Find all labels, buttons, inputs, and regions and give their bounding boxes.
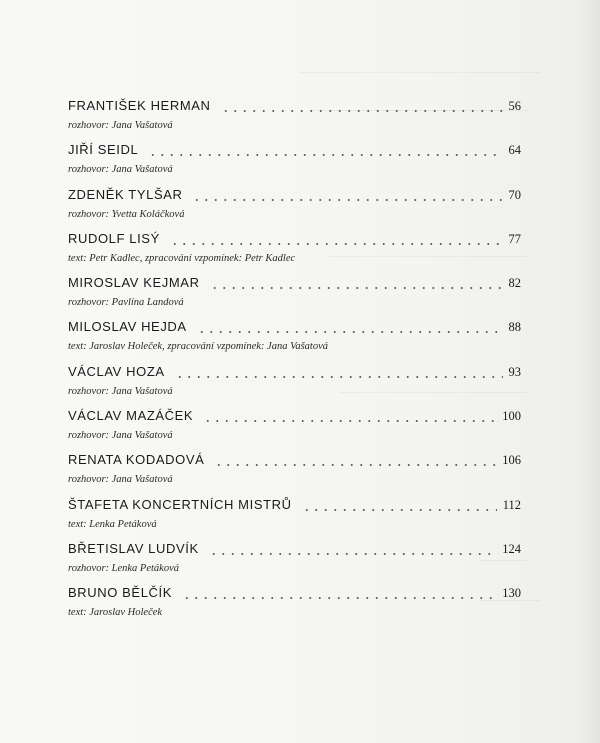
- entry-credit: rozhovor: Jana Vašatová: [68, 385, 173, 397]
- toc-entry: [68, 319, 521, 363]
- page-number: 64: [508, 143, 521, 158]
- page-number: 77: [508, 231, 521, 246]
- entry-credit: rozhovor: Pavlína Landová: [68, 297, 184, 309]
- entry-title: ZDENĚK TYLŠAR: [68, 186, 183, 202]
- dot-leader: [210, 283, 503, 293]
- toc-entry: [68, 541, 521, 585]
- entry-credit: rozhovor: Jana Vašatová: [68, 430, 173, 442]
- page-number: 106: [502, 453, 521, 468]
- dot-leader: [175, 372, 503, 382]
- dot-leader: [192, 195, 502, 205]
- toc-entry: [68, 364, 521, 408]
- entry-title: VÁCLAV MAZÁČEK: [68, 408, 194, 424]
- page-number: 82: [508, 276, 521, 291]
- dot-leader: [302, 505, 497, 515]
- entry-title: MIROSLAV KEJMAR: [68, 275, 200, 291]
- entry-title: VÁCLAV HOZA: [68, 363, 165, 379]
- toc-entry: [68, 452, 521, 496]
- entry-title: FRANTIŠEK HERMAN: [68, 98, 211, 113]
- dot-leader: [197, 327, 503, 337]
- entry-credit: rozhovor: Jana Vašatová: [68, 474, 173, 486]
- entry-credit: text: Jaroslav Holeček, zpracování vzpomínek: Jana Vašatová: [68, 341, 328, 353]
- toc-entry: [68, 142, 521, 186]
- toc-entry: [68, 275, 521, 319]
- dot-leader: [209, 549, 497, 559]
- entry-title: ŠTAFETA KONCERTNÍCH MISTRŮ: [68, 496, 292, 512]
- bleed-through-line: [300, 72, 540, 73]
- page-number: 100: [502, 409, 521, 424]
- toc-entry: [68, 408, 521, 452]
- entry-title: RUDOLF LISÝ: [68, 230, 160, 246]
- dot-leader: [221, 106, 503, 116]
- page-number: 112: [502, 497, 521, 512]
- entry-credit: rozhovor: Jana Vašatová: [68, 120, 173, 131]
- toc-entry: [68, 98, 521, 142]
- page-number: 56: [508, 99, 521, 113]
- page-number: 93: [508, 364, 521, 379]
- entry-credit: text: Jaroslav Holeček: [68, 607, 163, 619]
- entry-title: BRUNO BĚLČÍK: [68, 585, 173, 601]
- entry-credit: text: Petr Kadlec, zpracování vzpomínek: Petr Kadlec: [68, 252, 296, 264]
- page-number: 70: [508, 187, 521, 202]
- toc-entry: [68, 231, 521, 275]
- page-number: 130: [502, 586, 521, 601]
- dot-leader: [148, 150, 502, 160]
- toc-entry: [68, 187, 521, 231]
- entry-title: BŘETISLAV LUDVÍK: [68, 540, 199, 556]
- toc-entry: [68, 497, 521, 541]
- dot-leader: [214, 460, 496, 470]
- entry-title: JIŘÍ SEIDL: [68, 142, 139, 158]
- dot-leader: [170, 239, 503, 249]
- entry-title: MILOSLAV HEJDA: [68, 319, 187, 335]
- entry-credit: rozhovor: Yvetta Koláčková: [68, 208, 185, 220]
- page-number: 88: [508, 320, 521, 335]
- table-of-contents: [68, 98, 521, 630]
- entry-credit: rozhovor: Lenka Petáková: [68, 562, 179, 574]
- entry-credit: text: Lenka Petáková: [68, 518, 157, 530]
- page-edge-shadow: [578, 0, 600, 743]
- dot-leader: [182, 593, 496, 603]
- entry-credit: rozhovor: Jana Vašatová: [68, 164, 173, 176]
- page-number: 124: [502, 541, 521, 556]
- entry-title: RENATA KODADOVÁ: [68, 452, 205, 468]
- dot-leader: [203, 416, 496, 426]
- toc-entry: [68, 585, 521, 629]
